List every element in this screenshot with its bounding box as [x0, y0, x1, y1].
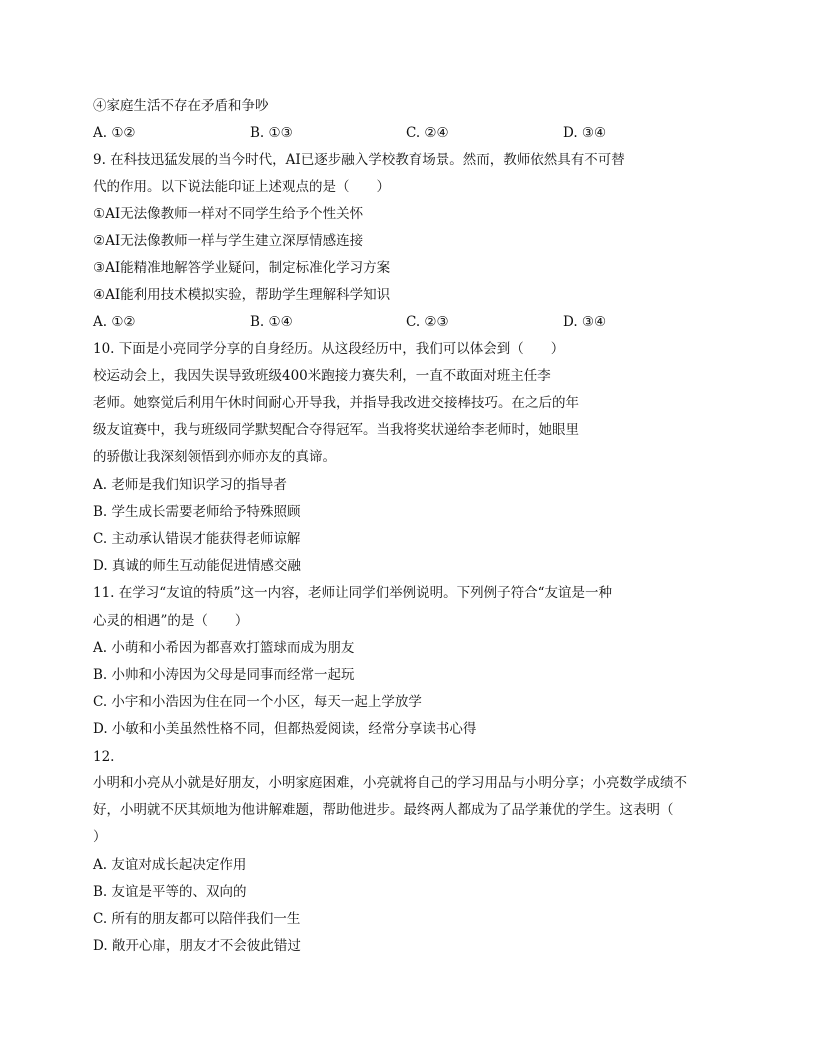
- q10-passage-line-2: 老师。她察觉后利用午休时间耐心开导我，并指导我改进交接棒技巧。在之后的年: [93, 395, 579, 411]
- q9-option-a: A. ①②: [93, 314, 136, 330]
- q9-option-b: B. ①④: [250, 314, 293, 330]
- q9-item-3: ③AI能精准地解答学业疑问，制定标准化学习方案: [93, 260, 391, 276]
- q9-option-c: C. ②③: [406, 314, 449, 330]
- q9-stem-line-1: 9. 在科技迅猛发展的当今时代，AI已逐步融入学校教育场景。然而，教师依然具有不可替: [93, 152, 625, 168]
- q12-stem-line-1: 小明和小亮从小就是好朋友，小明家庭困难，小亮就将自己的学习用品与小明分享；小亮数学成绩不: [93, 775, 687, 791]
- q9-item-4: ④AI能利用技术模拟实验，帮助学生理解科学知识: [93, 287, 391, 303]
- prev-option-c: C. ②④: [406, 125, 449, 141]
- q9-option-d: D. ③④: [563, 314, 607, 330]
- q9-item-2: ②AI无法像教师一样与学生建立深厚情感连接: [93, 233, 364, 249]
- q10-option-b: B. 学生成长需要老师给予特殊照顾: [93, 504, 301, 520]
- q11-option-d: D. 小敏和小美虽然性格不同，但都热爱阅读，经常分享读书心得: [93, 721, 477, 737]
- q10-passage-line-3: 级友谊赛中，我与班级同学默契配合夺得冠军。当我将奖状递给李老师时，她眼里: [93, 422, 579, 438]
- q12-option-d: D. 敞开心扉，朋友才不会彼此错过: [93, 938, 301, 954]
- q10-option-c: C. 主动承认错误才能获得老师谅解: [93, 531, 301, 547]
- prev-item-4: ④家庭生活不存在矛盾和争吵: [93, 98, 269, 114]
- q10-stem: 10. 下面是小亮同学分享的自身经历。从这段经历中，我们可以体会到（ ）: [93, 341, 565, 357]
- q11-stem-line-1: 11. 在学习“友谊的特质”这一内容，老师让同学们举例说明。下列例子符合“友谊是一种: [93, 585, 612, 601]
- prev-option-b: B. ①③: [250, 125, 293, 141]
- q9-item-1: ①AI无法像教师一样对不同学生给予个性关怀: [93, 206, 364, 222]
- q10-passage-line-4: 的骄傲让我深刻领悟到亦师亦友的真谛。: [93, 449, 336, 465]
- prev-option-d: D. ③④: [563, 125, 607, 141]
- q10-option-a: A. 老师是我们知识学习的指导者: [93, 477, 287, 493]
- q11-option-c: C. 小宇和小浩因为住在同一个小区，每天一起上学放学: [93, 694, 422, 710]
- q12-option-c: C. 所有的朋友都可以陪伴我们一生: [93, 911, 301, 927]
- q10-passage-line-1: 校运动会上，我因失误导致班级400米跑接力赛失利，一直不敢面对班主任李: [93, 368, 551, 384]
- q12-number: 12.: [93, 749, 115, 765]
- q11-option-b: B. 小帅和小涛因为父母是同事而经常一起玩: [93, 667, 355, 683]
- q12-option-b: B. 友谊是平等的、双向的: [93, 884, 247, 900]
- q10-option-d: D. 真诚的师生互动能促进情感交融: [93, 558, 301, 574]
- prev-option-a: A. ①②: [93, 125, 136, 141]
- q9-stem-line-2: 代的作用。以下说法能印证上述观点的是（ ）: [93, 179, 390, 195]
- q12-stem-line-3: ）: [93, 829, 107, 845]
- q11-stem-line-2: 心灵的相遇”的是（ ）: [93, 613, 249, 629]
- q11-option-a: A. 小萌和小希因为都喜欢打篮球而成为朋友: [93, 640, 355, 656]
- q12-option-a: A. 友谊对成长起决定作用: [93, 857, 247, 873]
- q12-stem-line-2: 好，小明就不厌其烦地为他讲解难题，帮助他进步。最终两人都成为了品学兼优的学生。这表明（: [93, 802, 674, 818]
